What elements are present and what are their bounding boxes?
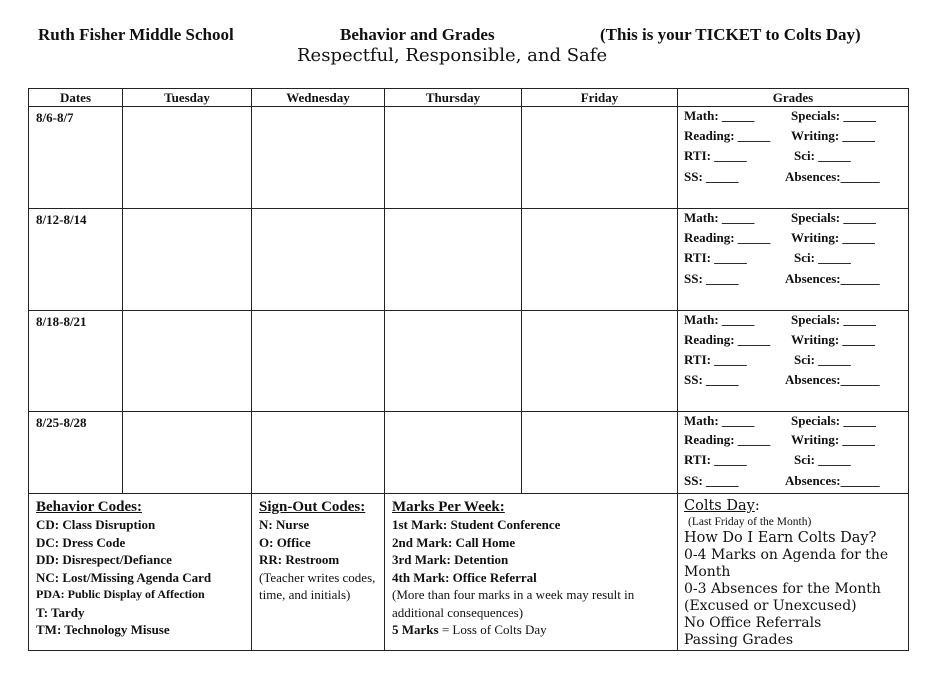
col-header-friday: Friday (522, 89, 678, 107)
marks-note: (More than four marks in a week may result in additional consequences) (392, 587, 635, 620)
behavior-code: TM: Technology Misuse (36, 622, 170, 637)
grade-specials: Specials: _____ (791, 108, 876, 123)
thursday-cell[interactable] (385, 311, 522, 412)
week-date: 8/25-8/28 (29, 412, 123, 494)
tuesday-cell[interactable] (123, 311, 252, 412)
behavior-code: DC: Dress Code (36, 534, 126, 550)
grades-cell[interactable] (678, 311, 909, 412)
col-header-grades: Grades (678, 89, 909, 107)
week-date: 8/12-8/14 (29, 209, 123, 311)
week-row (29, 311, 909, 412)
colts-day-requirement: 0-4 Marks on Agenda for the Month (684, 547, 889, 580)
thursday-cell[interactable] (385, 412, 522, 494)
behavior-codes-box (29, 494, 252, 651)
week-row (29, 209, 909, 311)
week-row (29, 412, 909, 494)
tuesday-cell[interactable] (123, 209, 252, 311)
grade-writing: Writing: _____ (791, 230, 875, 245)
tuesday-cell[interactable] (123, 107, 252, 209)
grade-absences: Absences:______ (785, 271, 880, 286)
grade-math: Math: _____ (684, 108, 755, 123)
friday-cell[interactable] (522, 311, 678, 412)
colts-day-when: (Last Friday of the Month) (688, 516, 812, 528)
ticket-note: (This is your TICKET to Colts Day) (600, 25, 861, 44)
grade-math: Math: _____ (684, 210, 755, 225)
colts-day-colon: : (754, 498, 760, 514)
colts-day-box (678, 494, 909, 651)
thursday-cell[interactable] (385, 107, 522, 209)
grade-specials: Specials: _____ (791, 210, 876, 225)
grade-ss: SS: _____ (684, 169, 739, 184)
grade-writing: Writing: _____ (791, 432, 875, 447)
col-header-tuesday: Tuesday (123, 89, 252, 107)
grade-rti: RTI: _____ (684, 352, 747, 367)
grades-cell[interactable] (678, 412, 909, 494)
wednesday-cell[interactable] (252, 412, 385, 494)
wednesday-cell[interactable] (252, 311, 385, 412)
marks-per-week-box (385, 494, 678, 651)
grade-reading: Reading: _____ (684, 432, 771, 447)
col-header-dates: Dates (29, 89, 123, 107)
grade-reading: Reading: _____ (684, 230, 771, 245)
grade-absences: Absences:______ (785, 372, 880, 387)
motto: Respectful, Responsible, and Safe (297, 45, 608, 66)
colts-day-requirement: 0-3 Absences for the Month (Excused or Unexcused) (684, 581, 881, 614)
behavior-codes-title: Behavior Codes: (36, 499, 142, 515)
school-name: Ruth Fisher Middle School (38, 25, 234, 44)
grade-sci: Sci: _____ (794, 148, 851, 163)
week-date: 8/6-8/7 (29, 107, 123, 209)
col-header-wednesday: Wednesday (252, 89, 385, 107)
grade-reading: Reading: _____ (684, 332, 771, 347)
page-title: Behavior and Grades (340, 25, 495, 44)
behavior-code: T: Tardy (36, 604, 85, 620)
grade-rti: RTI: _____ (684, 250, 747, 265)
wednesday-cell[interactable] (252, 107, 385, 209)
grades-cell[interactable] (678, 107, 909, 209)
header-row (29, 89, 909, 107)
colts-day-requirement: Passing Grades (684, 632, 794, 648)
wednesday-cell[interactable] (252, 209, 385, 311)
colts-day-requirement: No Office Referrals (684, 615, 822, 631)
grade-absences: Absences:______ (785, 169, 880, 184)
codes-row (29, 494, 909, 651)
col-header-thursday: Thursday (385, 89, 522, 107)
tuesday-cell[interactable] (123, 412, 252, 494)
week-row (29, 107, 909, 209)
grade-sci: Sci: _____ (794, 452, 851, 467)
marks-loss-bold: 5 Marks (392, 622, 439, 637)
mark-item: 3rd Mark: Detention (392, 552, 509, 567)
week-date: 8/18-8/21 (29, 311, 123, 412)
signout-codes-box (252, 494, 385, 651)
behavior-code: DD: Disrespect/Defiance (36, 552, 172, 567)
friday-cell[interactable] (522, 107, 678, 209)
grade-absences: Absences:______ (785, 473, 880, 488)
grade-reading: Reading: _____ (684, 128, 771, 143)
grade-ss: SS: _____ (684, 372, 739, 387)
grade-rti: RTI: _____ (684, 148, 747, 163)
grade-writing: Writing: _____ (791, 128, 875, 143)
behavior-grades-table (28, 88, 909, 651)
mark-item: 1st Mark: Student Conference (392, 517, 561, 532)
signout-code: N: Nurse (259, 517, 310, 532)
grade-writing: Writing: _____ (791, 332, 875, 347)
behavior-code: PDA: Public Display of Affection (36, 587, 205, 601)
grade-ss: SS: _____ (684, 473, 739, 488)
friday-cell[interactable] (522, 209, 678, 311)
grade-specials: Specials: _____ (791, 413, 876, 428)
mark-item: 2nd Mark: Call Home (392, 534, 516, 550)
grade-specials: Specials: _____ (791, 312, 876, 327)
signout-codes-title: Sign-Out Codes: (259, 499, 366, 515)
grade-ss: SS: _____ (684, 271, 739, 286)
grades-cell[interactable] (678, 209, 909, 311)
thursday-cell[interactable] (385, 209, 522, 311)
grade-rti: RTI: _____ (684, 452, 747, 467)
grade-math: Math: _____ (684, 413, 755, 428)
signout-code: RR: Restroom (259, 552, 340, 567)
marks-loss-rest: = Loss of Colts Day (438, 622, 547, 637)
mark-item: 4th Mark: Office Referral (392, 569, 537, 585)
grade-sci: Sci: _____ (794, 352, 851, 367)
grade-sci: Sci: _____ (794, 250, 851, 265)
behavior-code: NC: Lost/Missing Agenda Card (36, 569, 212, 585)
marks-title: Marks Per Week: (392, 499, 505, 515)
marks-loss (392, 621, 671, 639)
colts-day-question: How Do I Earn Colts Day? (684, 530, 877, 546)
signout-note: (Teacher writes codes, time, and initials) (259, 569, 376, 602)
friday-cell[interactable] (522, 412, 678, 494)
colts-day-title-text: Colts Day (684, 498, 755, 514)
grade-math: Math: _____ (684, 312, 755, 327)
behavior-code: CD: Class Disruption (36, 517, 156, 532)
signout-code: O: Office (259, 534, 311, 550)
colts-day-title (684, 498, 904, 515)
